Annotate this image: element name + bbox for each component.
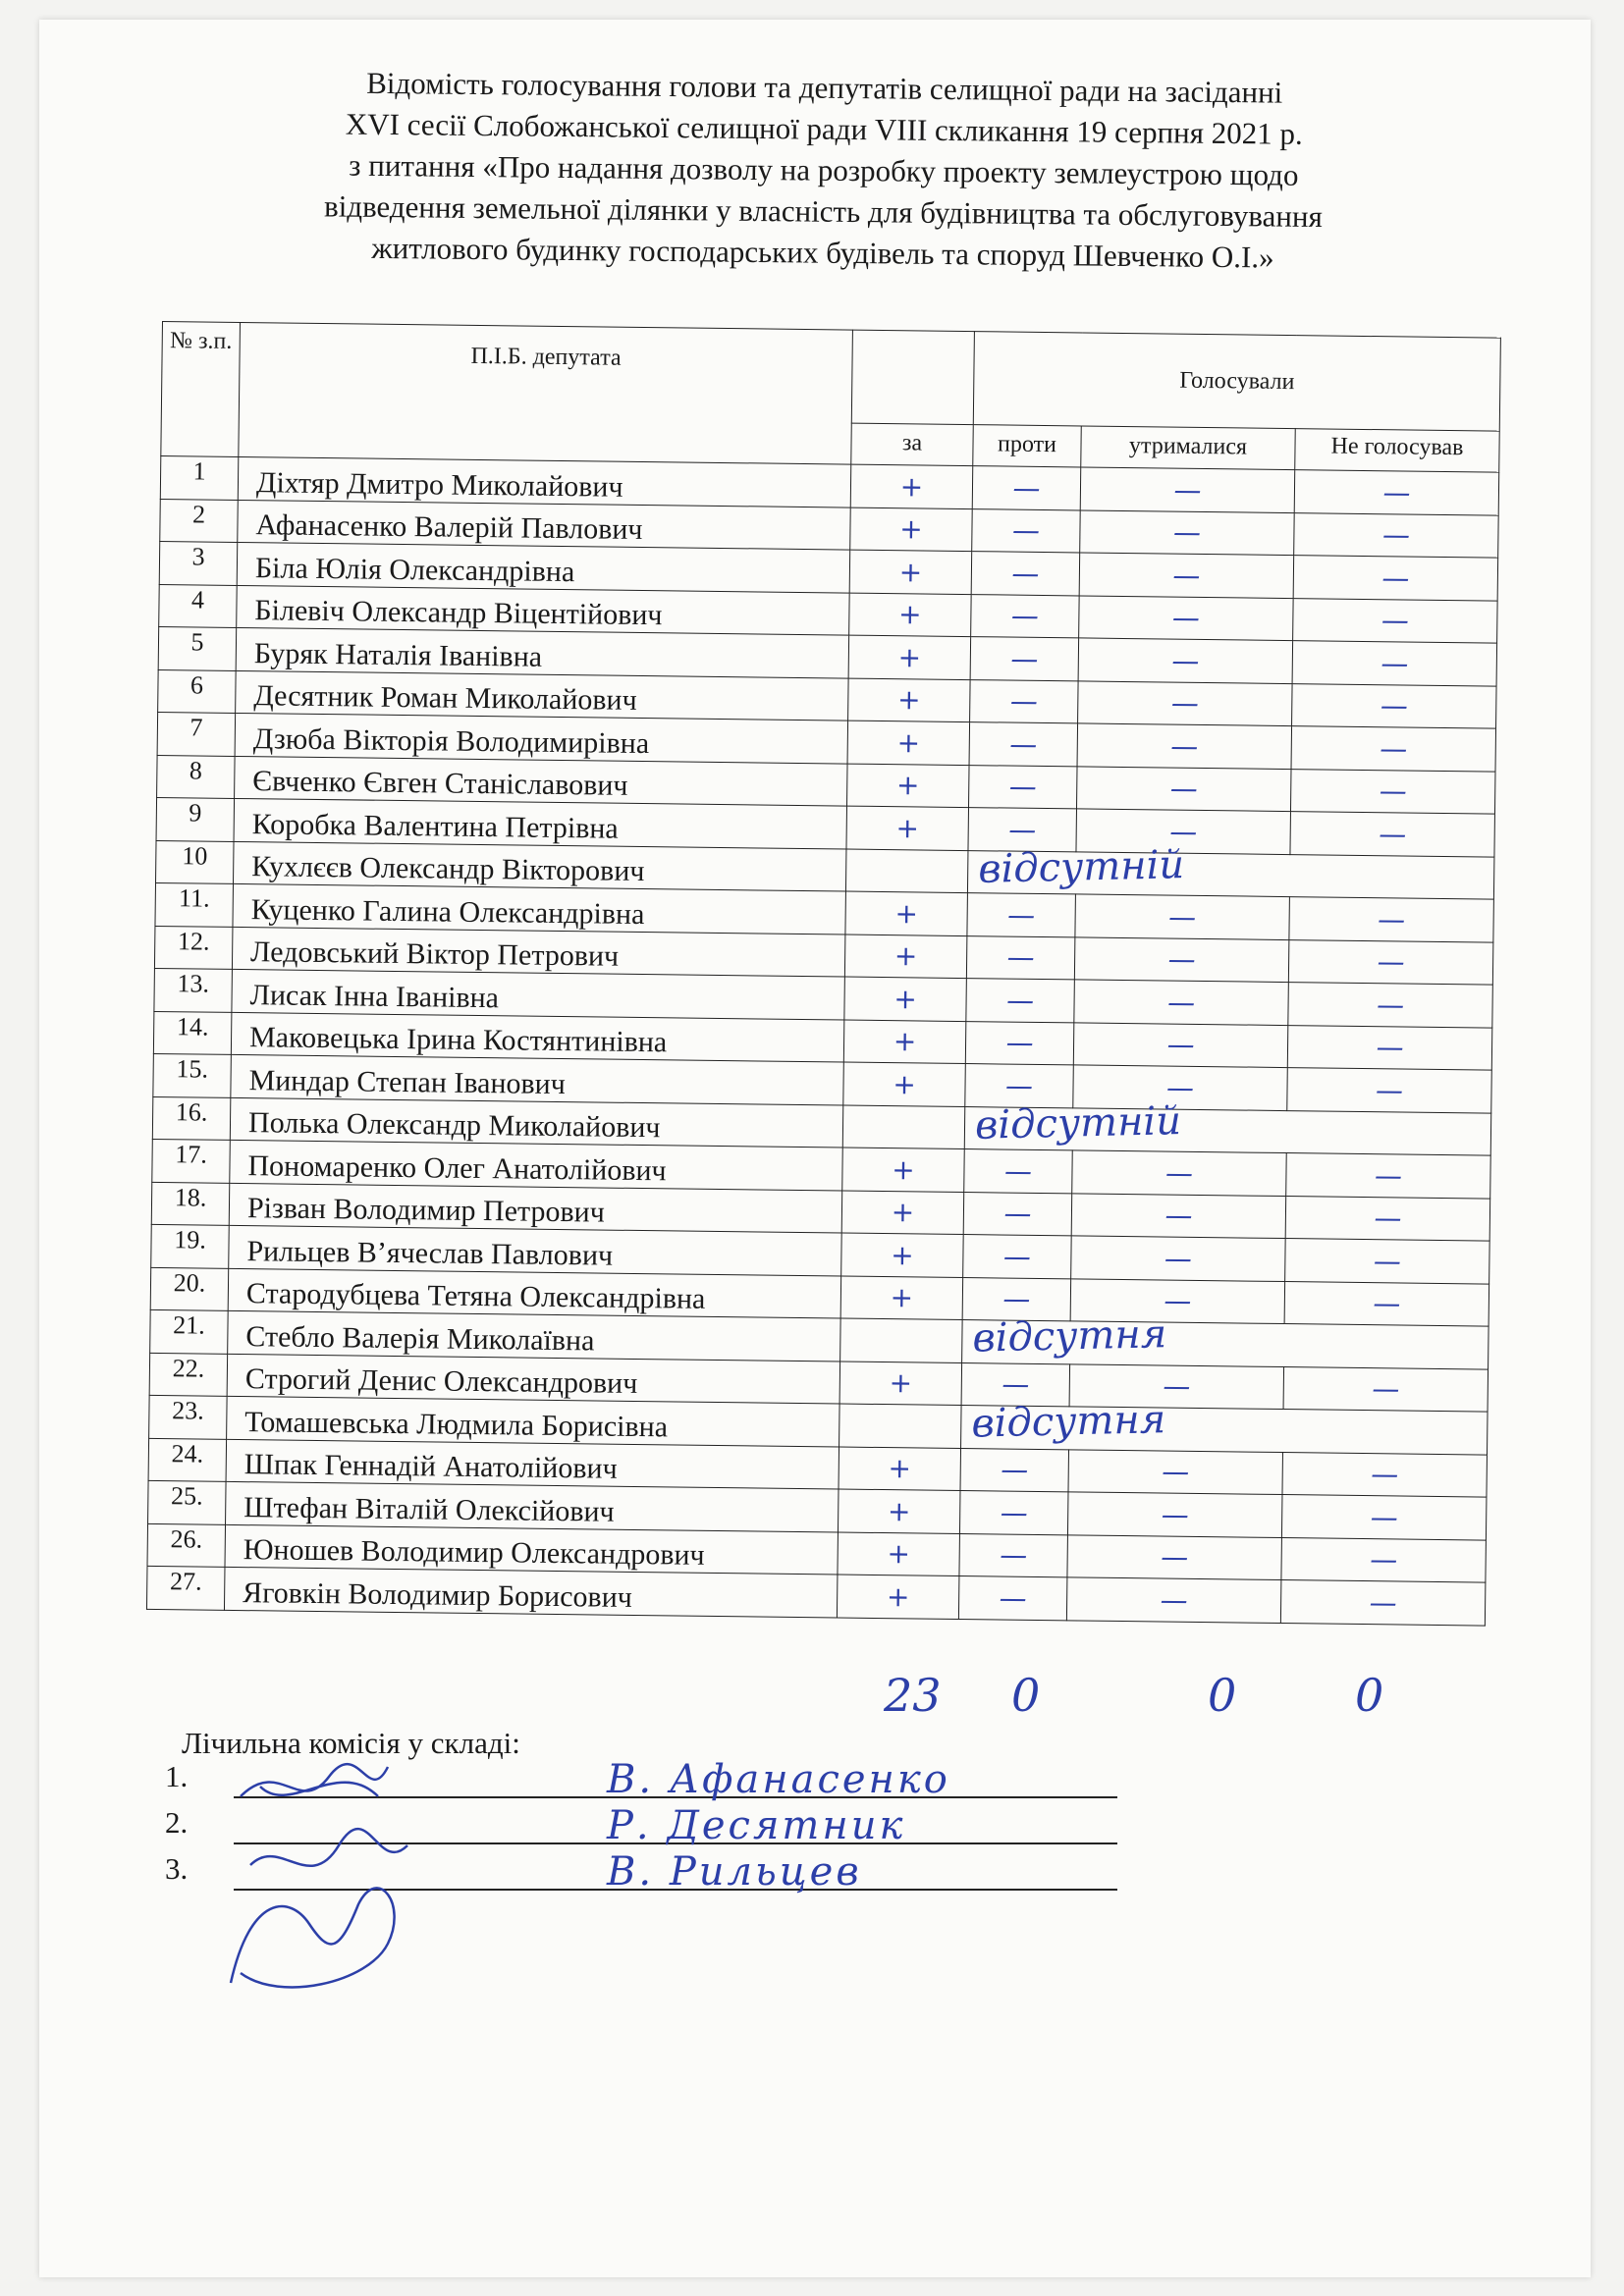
row-num: 17.: [152, 1139, 231, 1182]
row-num: 9: [156, 797, 235, 840]
row-name: Миндар Степан Іванович: [231, 1054, 843, 1104]
row-num: 18.: [151, 1182, 230, 1225]
row-num: 22.: [149, 1353, 228, 1396]
row-utrymalysia: —: [1068, 1449, 1283, 1494]
row-num: 19.: [151, 1224, 230, 1267]
row-ne-holosuvav: —: [1292, 641, 1497, 686]
row-proty: —: [961, 1362, 1070, 1407]
row-ne-holosuvav: —: [1286, 1153, 1491, 1199]
row-name: Дзюба Вікторія Володимирівна: [235, 713, 847, 763]
row-utrymalysia: —: [1070, 1278, 1285, 1323]
row-name: Маковецька Ірина Костянтинівна: [231, 1012, 843, 1062]
header-num: № з.п.: [161, 322, 241, 457]
signature-1: [241, 1764, 388, 1796]
row-name: Буряк Наталія Іванівна: [236, 627, 848, 677]
header-za-top: [851, 330, 974, 425]
commission-member-handwritten: В. Афанасенко: [607, 1757, 950, 1802]
row-za: [845, 849, 968, 893]
row-num: 27.: [146, 1566, 225, 1609]
row-num: 12.: [154, 926, 233, 969]
row-name: Коробка Валентина Петрівна: [234, 798, 846, 848]
row-ne-holosuvav: —: [1288, 983, 1493, 1028]
row-proty: —: [971, 594, 1080, 638]
row-absent-cell: [964, 1097, 1491, 1155]
row-ne-holosuvav: —: [1281, 1537, 1487, 1582]
row-za: +: [844, 977, 967, 1021]
row-proty: —: [970, 637, 1079, 681]
row-utrymalysia: —: [1077, 723, 1292, 769]
row-utrymalysia: —: [1073, 1065, 1288, 1110]
row-num: 4: [159, 584, 238, 627]
row-name: Стародубцева Тетяна Олександрівна: [228, 1268, 840, 1318]
signature-3: [231, 1888, 395, 1987]
row-ne-holosuvav: —: [1292, 683, 1497, 728]
row-num: 6: [158, 669, 237, 713]
row-name: Лисак Інна Іванівна: [232, 969, 844, 1019]
row-za: +: [845, 891, 968, 935]
row-utrymalysia: —: [1067, 1534, 1282, 1579]
row-ne-holosuvav: —: [1284, 1281, 1489, 1326]
row-num: 16.: [152, 1096, 231, 1140]
header-proty: проти: [973, 425, 1082, 467]
title-line: з питання «Про надання дозволу на розробку проекту землеустрою щодо: [349, 147, 1299, 192]
row-name: Яговкін Володимир Борисович: [224, 1567, 837, 1617]
row-utrymalysia: —: [1079, 595, 1294, 640]
row-proty: —: [960, 1448, 1069, 1492]
row-proty: —: [967, 893, 1076, 937]
row-proty: —: [962, 1277, 1071, 1321]
row-za: +: [843, 1020, 966, 1064]
row-proty: —: [965, 1021, 1074, 1065]
row-utrymalysia: —: [1078, 638, 1293, 683]
row-ne-holosuvav: —: [1280, 1580, 1486, 1626]
row-utrymalysia: —: [1080, 509, 1295, 555]
total-za: 23: [884, 1669, 942, 1722]
row-proty: —: [958, 1576, 1067, 1621]
row-num: 25.: [148, 1480, 227, 1523]
row-name: Шпак Геннадій Анатолійович: [226, 1439, 839, 1489]
header-utrymalysia: утрималися: [1081, 426, 1295, 470]
row-name: Афанасенко Валерій Павлович: [238, 500, 850, 550]
row-proty: —: [969, 722, 1078, 767]
absent-note: відсутній: [974, 1097, 1182, 1148]
row-za: +: [849, 550, 972, 594]
row-name: Євченко Євген Станіславович: [235, 756, 847, 806]
row-za: +: [849, 593, 972, 637]
row-utrymalysia: —: [1073, 1022, 1288, 1067]
row-num: 26.: [147, 1523, 226, 1567]
row-utrymalysia: —: [1074, 980, 1289, 1025]
row-ne-holosuvav: —: [1281, 1495, 1487, 1540]
voting-table: [146, 321, 1501, 1626]
row-num: 14.: [153, 1011, 232, 1054]
row-num: 7: [157, 712, 236, 755]
absent-note: відсутня: [971, 1311, 1167, 1362]
row-za: +: [839, 1362, 962, 1406]
row-proty: —: [970, 679, 1079, 723]
row-utrymalysia: —: [1080, 467, 1295, 512]
row-ne-holosuvav: —: [1285, 1196, 1490, 1241]
row-num: 21.: [150, 1309, 229, 1353]
voting-table-wrap: [146, 321, 1501, 1626]
row-num: 2: [160, 499, 239, 542]
row-ne-holosuvav: —: [1294, 470, 1499, 515]
header-ne-holosuvav: Не голосував: [1295, 429, 1500, 473]
row-num: 11.: [155, 882, 234, 926]
header-voted: Голосували: [973, 332, 1500, 432]
row-proty: —: [963, 1235, 1072, 1279]
row-za: +: [846, 806, 969, 850]
row-proty: —: [972, 508, 1081, 553]
row-utrymalysia: —: [1075, 894, 1290, 939]
row-ne-holosuvav: —: [1293, 556, 1498, 601]
row-za: +: [850, 464, 973, 508]
commission-member-handwritten: Р. Десятник: [607, 1803, 906, 1848]
row-name: Полька Олександр Миколайович: [230, 1097, 842, 1148]
row-ne-holosuvav: —: [1287, 1025, 1492, 1070]
row-name: Пономаренко Олег Анатолійович: [230, 1140, 842, 1190]
total-utr: 0: [1208, 1669, 1237, 1722]
row-za: +: [840, 1276, 963, 1320]
row-name: Десятник Роман Миколайович: [236, 670, 848, 721]
row-proty: —: [964, 1149, 1073, 1194]
row-name: Рильцев В’ячеслав Павлович: [229, 1225, 841, 1275]
row-za: +: [848, 635, 971, 679]
absent-note: відсутня: [970, 1397, 1166, 1447]
row-num: 23.: [149, 1395, 228, 1438]
row-num: 3: [159, 541, 238, 584]
row-num: 24.: [148, 1438, 227, 1481]
total-ne: 0: [1355, 1669, 1384, 1722]
row-proty: —: [966, 979, 1075, 1023]
commission-num: 2.: [165, 1805, 189, 1840]
commission-num: 3.: [165, 1851, 189, 1886]
row-za: +: [847, 764, 970, 808]
row-proty: —: [971, 552, 1080, 596]
row-proty: —: [959, 1491, 1068, 1535]
header-za: за: [851, 423, 974, 466]
row-za: +: [843, 1062, 966, 1106]
row-ne-holosuvav: —: [1287, 1068, 1492, 1113]
row-proty: —: [969, 765, 1078, 809]
row-proty: —: [966, 935, 1075, 980]
row-za: [840, 1318, 963, 1362]
title-line: XVI сесії Слобожанської селищної ради VIII скликання 19 серпня 2021 р.: [345, 106, 1303, 151]
row-name: Кухлєєв Олександр Вікторович: [233, 841, 845, 891]
row-utrymalysia: —: [1071, 1193, 1286, 1238]
row-za: +: [841, 1191, 964, 1235]
row-ne-holosuvav: —: [1290, 769, 1495, 814]
row-za: +: [838, 1532, 960, 1576]
row-num: 5: [158, 626, 237, 669]
row-utrymalysia: —: [1078, 680, 1293, 725]
row-za: [839, 1404, 962, 1448]
title-line: відведення земельної ділянки у власність для будівництва та обслуговування: [323, 188, 1323, 235]
row-name: Строгий Денис Олександрович: [227, 1354, 839, 1404]
row-za: +: [838, 1489, 960, 1533]
row-za: +: [842, 1148, 965, 1192]
commission-num: 1.: [165, 1759, 189, 1793]
row-ne-holosuvav: —: [1285, 1239, 1490, 1284]
row-za: +: [839, 1447, 961, 1491]
row-za: [842, 1105, 965, 1149]
row-za: +: [844, 934, 967, 979]
row-proty: —: [963, 1192, 1072, 1236]
header-name: П.І.Б. депутата: [239, 322, 853, 464]
row-ne-holosuvav: —: [1289, 897, 1494, 942]
row-num: 8: [157, 755, 236, 798]
row-utrymalysia: —: [1076, 809, 1291, 854]
row-ne-holosuvav: —: [1290, 812, 1495, 857]
row-name: Різван Володимир Петрович: [229, 1183, 841, 1233]
commission-member-handwritten: В. Рильцев: [607, 1849, 862, 1895]
row-ne-holosuvav: —: [1293, 598, 1498, 643]
row-absent-cell: [962, 1311, 1489, 1369]
signature-2: [250, 1829, 407, 1866]
row-num: 10: [156, 840, 235, 883]
title-line: житлового будинку господарських будівель та споруд Шевченко О.І.»: [371, 230, 1274, 275]
total-proty: 0: [1011, 1669, 1041, 1722]
row-utrymalysia: —: [1074, 936, 1289, 982]
row-za: +: [848, 678, 971, 722]
row-utrymalysia: —: [1071, 1236, 1286, 1281]
row-num: 20.: [150, 1267, 229, 1310]
row-proty: —: [959, 1533, 1068, 1577]
row-num: 13.: [154, 968, 233, 1011]
document-title: [194, 61, 1453, 280]
row-utrymalysia: —: [1076, 766, 1291, 811]
row-proty: —: [972, 466, 1081, 510]
row-ne-holosuvav: —: [1294, 512, 1499, 558]
absent-note: відсутній: [977, 841, 1185, 892]
row-za: +: [850, 507, 973, 552]
row-name: Юношев Володимир Олександрович: [225, 1524, 838, 1575]
row-absent-cell: [967, 841, 1494, 899]
row-ne-holosuvav: —: [1288, 939, 1493, 985]
row-name: Ледовський Віктор Петрович: [232, 927, 844, 977]
row-utrymalysia: —: [1066, 1577, 1281, 1623]
row-name: Біла Юлія Олександрівна: [237, 542, 849, 592]
row-name: Стебло Валерія Миколаївна: [228, 1310, 840, 1361]
row-num: 1: [160, 455, 239, 499]
row-utrymalysia: —: [1072, 1150, 1287, 1196]
row-za: +: [837, 1575, 959, 1619]
row-absent-cell: [961, 1397, 1489, 1455]
row-za: +: [841, 1233, 964, 1277]
signature-scribbles: [221, 1757, 515, 2012]
row-utrymalysia: —: [1069, 1363, 1284, 1409]
row-name: Томашевська Людмила Борисівна: [227, 1396, 839, 1446]
row-utrymalysia: —: [1067, 1492, 1282, 1537]
row-name: Штефан Віталій Олексійович: [226, 1481, 839, 1531]
row-num: 15.: [153, 1053, 232, 1096]
row-name: Куценко Галина Олександрівна: [233, 883, 845, 934]
table-body: [146, 455, 1498, 1625]
row-proty: —: [968, 808, 1077, 852]
row-utrymalysia: —: [1079, 553, 1294, 598]
row-proty: —: [965, 1064, 1074, 1108]
row-za: +: [847, 721, 970, 765]
row-name: Діхтяр Дмитро Миколайович: [238, 456, 850, 507]
row-name: Білевіч Олександр Віцентійович: [237, 585, 849, 635]
title-line: Відомість голосування голови та депутатів селищної ради на засіданні: [366, 65, 1283, 110]
commission-label: Лічильна комісія у складі:: [182, 1726, 520, 1760]
row-ne-holosuvav: —: [1282, 1452, 1488, 1497]
row-ne-holosuvav: —: [1283, 1366, 1489, 1412]
row-ne-holosuvav: —: [1291, 726, 1496, 772]
